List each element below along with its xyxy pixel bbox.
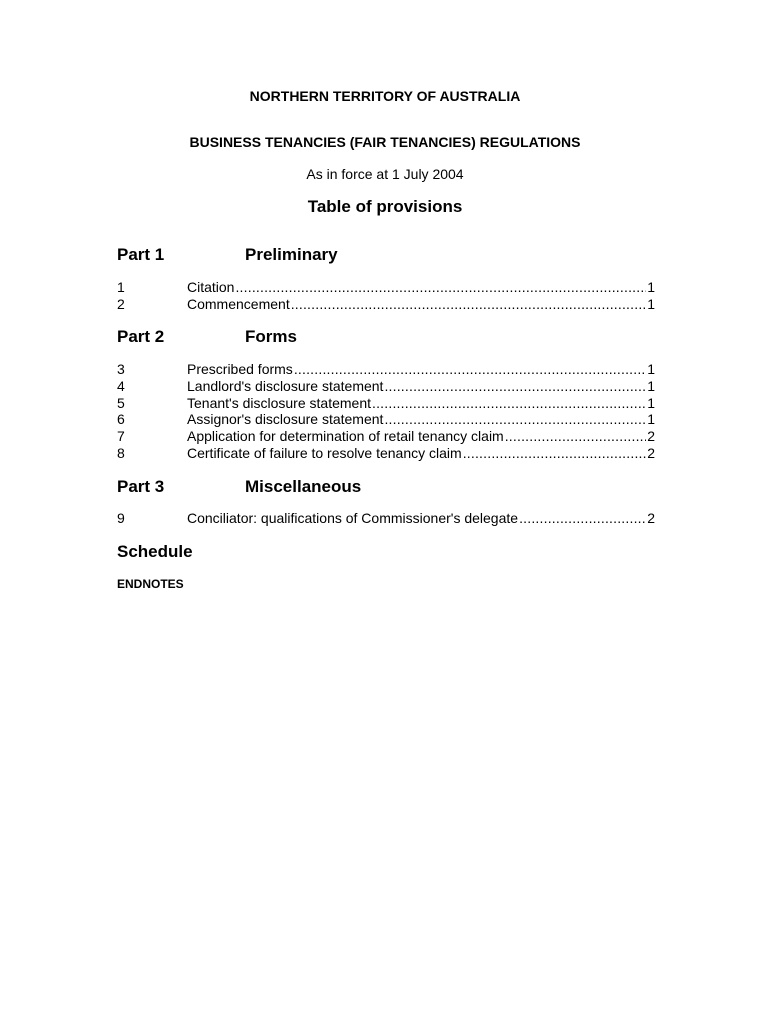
- provision-row: [117, 378, 655, 395]
- provision-number: 4: [117, 377, 125, 394]
- provision-page-number: 1: [647, 279, 655, 295]
- provision-title: Prescribed forms: [187, 361, 293, 377]
- dot-leader: [384, 411, 646, 428]
- provision-number: 3: [117, 361, 125, 377]
- provision-row: [117, 445, 655, 462]
- provision-row: [117, 428, 655, 445]
- provision-page-number: 2: [647, 444, 655, 461]
- provision-number: 2: [117, 295, 125, 312]
- provision-title: Citation: [187, 279, 235, 295]
- provision-title: Conciliator: qualifications of Commissioner's delegate: [187, 510, 519, 526]
- provision-page-number: 1: [647, 411, 655, 428]
- dot-leader: [372, 395, 646, 412]
- provision-page-number: 1: [647, 377, 655, 394]
- provision-number: 1: [117, 279, 125, 295]
- part-label: Part 1: [117, 245, 165, 264]
- provision-number: 7: [117, 428, 125, 445]
- provision-title: Tenant's disclosure statement: [187, 394, 371, 411]
- dot-leader: [463, 445, 647, 462]
- dot-leader: [291, 296, 647, 313]
- provision-title: Commencement: [187, 295, 290, 312]
- part-label: Part 2: [117, 327, 165, 346]
- in-force-date: As in force at 1 July 2004: [306, 166, 464, 182]
- provision-row: [117, 279, 655, 296]
- provision-page-number: 2: [647, 428, 655, 445]
- provision-page-number: 2: [647, 510, 655, 526]
- provision-title: Landlord's disclosure statement: [187, 377, 384, 394]
- dot-leader: [384, 378, 646, 395]
- part-title: Forms: [245, 327, 297, 346]
- jurisdiction-heading: NORTHERN TERRITORY OF AUSTRALIA: [249, 88, 521, 104]
- provision-list: [117, 279, 655, 313]
- provision-list: [117, 510, 655, 527]
- dot-leader: [519, 510, 646, 527]
- provision-number: 8: [117, 444, 125, 461]
- endnotes-heading: ENDNOTES: [117, 577, 184, 591]
- provision-title: Application for determination of retail tenancy claim: [187, 428, 504, 445]
- provision-number: 5: [117, 394, 125, 411]
- provision-list: [117, 361, 655, 462]
- part-title: Miscellaneous: [245, 477, 362, 496]
- provision-page-number: 1: [647, 394, 655, 411]
- dot-leader: [294, 361, 646, 378]
- provision-row: [117, 296, 655, 313]
- provision-title: Assignor's disclosure statement: [187, 411, 384, 428]
- provision-row: [117, 510, 655, 527]
- provision-row: [117, 395, 655, 412]
- dot-leader: [505, 428, 646, 445]
- provision-title: Certificate of failure to resolve tenancy claim: [187, 444, 462, 461]
- part-title: Preliminary: [245, 245, 338, 264]
- provision-row: [117, 361, 655, 378]
- provision-page-number: 1: [647, 361, 655, 377]
- provision-page-number: 1: [647, 295, 655, 312]
- document-title: BUSINESS TENANCIES (FAIR TENANCIES) REGULATIONS: [189, 134, 581, 150]
- provision-row: [117, 411, 655, 428]
- dot-leader: [235, 279, 646, 296]
- table-of-provisions-heading: Table of provisions: [307, 197, 463, 216]
- provision-number: 6: [117, 411, 125, 428]
- provision-number: 9: [117, 510, 125, 526]
- schedule-heading: Schedule: [117, 542, 193, 561]
- part-label: Part 3: [117, 477, 165, 496]
